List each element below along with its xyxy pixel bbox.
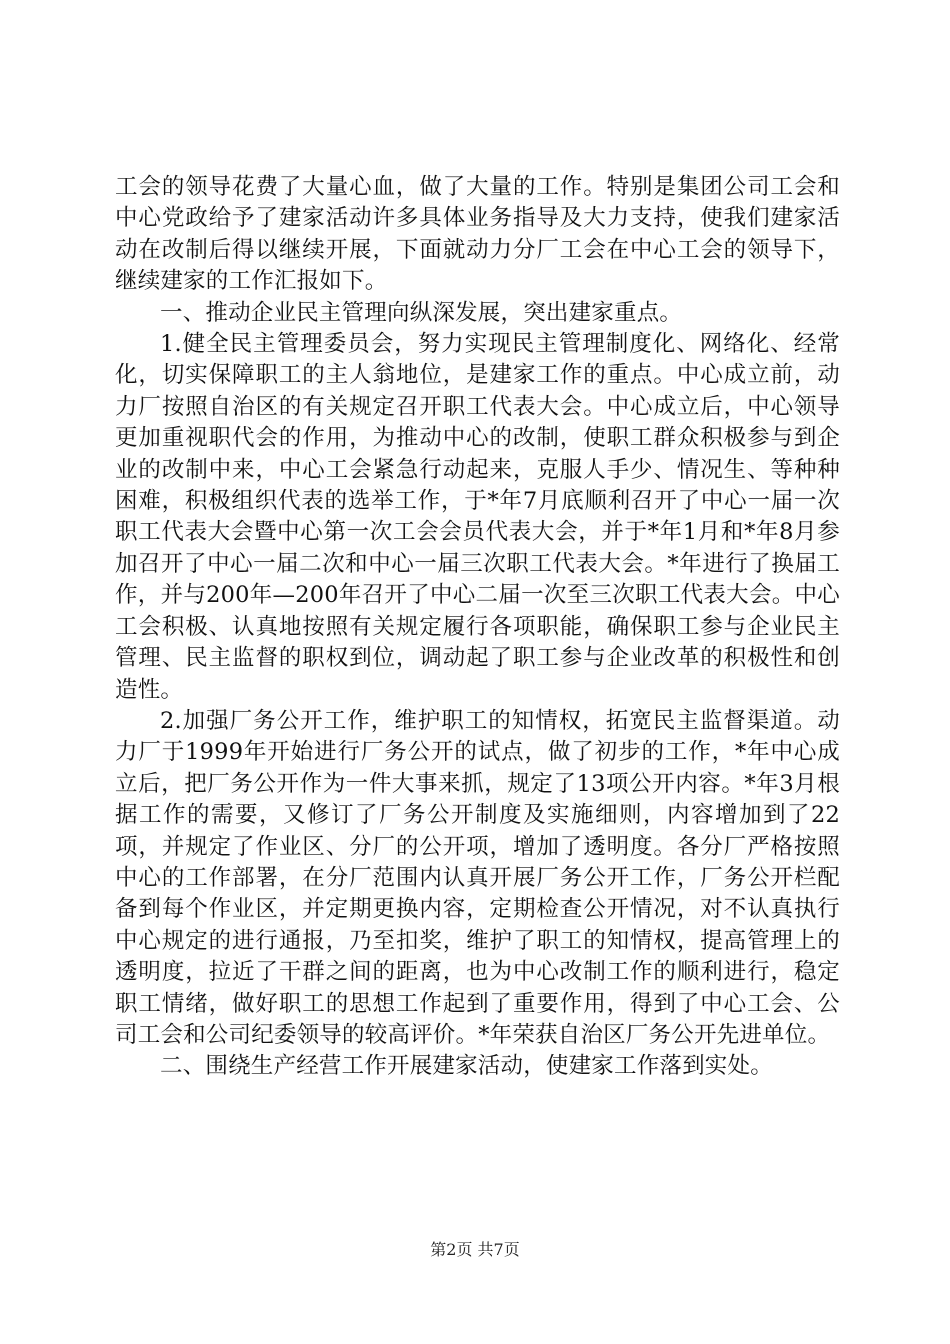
document-body — [115, 172, 840, 1083]
paragraph-item-2: 2.加强厂务公开工作，维护职工的知情权，拓宽民主监督渠道。动力厂于1999年开始进行厂务公开的试点，做了初步的工作，*年中心成立后，把厂务公开作为一件大事来抓，规定了13项公开内容。*年3月根据工作的需要，又修订了厂务公开制度及实施细则，内容增加到了22项，并规定了作业区、分厂的公开项，增加了透明度。各分厂严格按照中心的工作部署，在分厂范围内认真开展厂务公开工作，厂务公开栏配备到每个作业区，并定期更换内容，定期检查公开情况，对不认真执行中心规定的进行通报，乃至扣奖，维护了职工的知情权，提高管理上的透明度，拉近了干群之间的距离，也为中心改制工作的顺利进行，稳定职工情绪，做好职工的思想工作起到了重要作用，得到了中心工会、公司工会和公司纪委领导的较高评价。*年荣获自治区厂务公开先进单位。 — [115, 707, 840, 1048]
paragraph-item-1: 1.健全民主管理委员会，努力实现民主管理制度化、网络化、经常化，切实保障职工的主人翁地位，是建家工作的重点。中心成立前，动力厂按照自治区的有关规定召开职工代表大会。中心成立后，中心领导更加重视职代会的作用，为推动中心的改制，使职工群众积极参与到企业的改制中来，中心工会紧急行动起来，克服人手少、情况生、等种种困难，积极组织代表的选举工作，于*年7月底顺利召开了中心一届一次职工代表大会暨中心第一次工会会员代表大会，并于*年1月和*年8月参加召开了中心一届二次和中心一届三次职工代表大会。*年进行了换届工作，并与200年—200年召开了中心二届一次至三次职工代表大会。中心工会积极、认真地按照有关规定履行各项职能，确保职工参与企业民主管理、民主监督的职权到位，调动起了职工参与企业改革的积极性和创造性。 — [115, 331, 840, 703]
page-footer — [0, 1240, 950, 1260]
page-number: 第2页 共7页 — [430, 1240, 520, 1259]
heading-section-2: 二、围绕生产经营工作开展建家活动，使建家工作落到实处。 — [160, 1053, 773, 1080]
paragraph-intro: 工会的领导花费了大量心血，做了大量的工作。特别是集团公司工会和中心党政给予了建家活动许多具体业务指导及大力支持，使我们建家活动在改制后得以继续开展，下面就动力分厂工会在中心工会的领导下，继续建家的工作汇报如下。 — [115, 174, 840, 295]
heading-section-1: 一、推动企业民主管理向纵深发展，突出建家重点。 — [160, 299, 683, 326]
